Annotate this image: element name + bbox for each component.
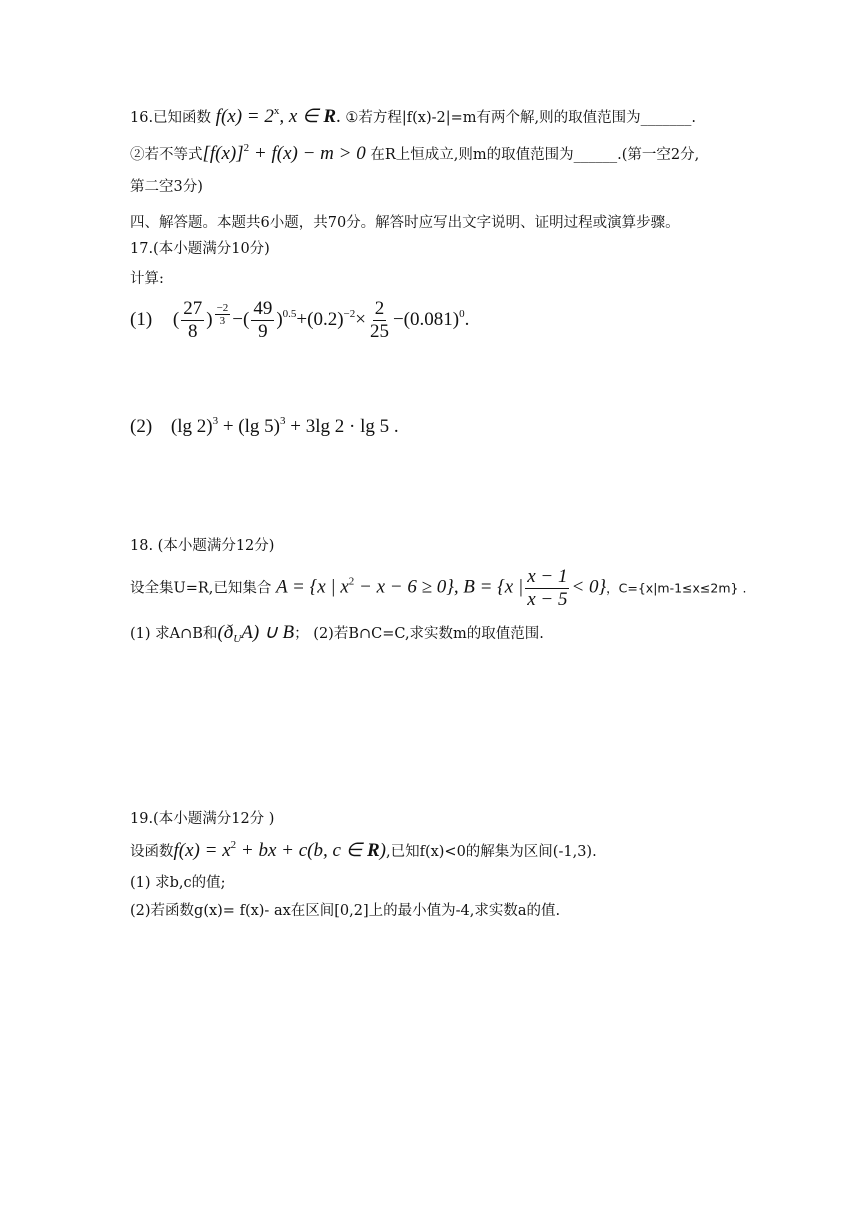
q18-setB-tail: < 0}	[571, 576, 607, 598]
q16-ineq-exp: 2	[243, 142, 250, 154]
q19-line3: (2)若函数g(x)= f(x)- ax在区间[0,2]上的最小值为-4,求实数a的值.	[130, 903, 561, 919]
q18-line2-a: (1) 求A∩B和	[130, 626, 218, 642]
q16-line3: 第二空3分)	[130, 179, 203, 195]
q17-part1: (1) ( $\frac{27}{8}$ ) $\frac{-2}{3}$ −( $\frac{49}{9}$ )$^{0.5}+(0.2)^{-2}\times$ $\frac{2}{25}$ $-(0.081)^0$.	[130, 298, 470, 342]
q17-p1-exp3: −2	[343, 307, 356, 320]
q17-p1-tail: −(0.081)	[392, 308, 460, 330]
q16-func: f(x) = 2	[215, 106, 274, 127]
q18-complement: (ð	[217, 622, 234, 643]
q18-setB-head: B = {x |	[463, 576, 524, 598]
q17-p1-frac1: $\frac{27}{8}$	[183, 298, 203, 342]
q16-ineq-a: [f(x)]	[202, 143, 244, 164]
q18-setA-exp: 2	[348, 575, 355, 588]
q17-p2-c: + 3lg 2 · lg 5 .	[285, 416, 399, 437]
q19-title: 19.(本小题满分12分 )	[130, 811, 275, 827]
q17-p2-exp2: 3	[280, 415, 286, 427]
q17-title: 17.(本小题满分10分)	[130, 241, 270, 257]
q16-ineq-b: + f(x) − m > 0	[249, 143, 366, 164]
q17-p2-label: (2)	[130, 416, 153, 437]
q17-p1-end: .	[464, 308, 470, 330]
q18-line2	[130, 622, 544, 650]
q17-p2-exp1: 3	[212, 415, 219, 427]
q19-line1-prefix: 设函数	[130, 844, 174, 860]
q19-func-exp: 2	[230, 839, 237, 851]
q17-p1-plus: +(0.2)	[296, 308, 344, 330]
q18-setB-frac: $\frac{x - 1}{x - 5}$	[527, 566, 568, 610]
q17-p2-b: + (lg 5)	[218, 416, 280, 437]
q16-text1: ①若方程|f(x)-2|=m有两个解,则的取值范围为_______.	[345, 110, 697, 126]
q17-p2-a: (lg 2)	[170, 416, 213, 437]
q19-line2: (1) 求b,c的值;	[130, 875, 226, 891]
q19-func-b: + bx + c(b, c ∈	[236, 840, 367, 861]
q17-p1-exp4: 0	[459, 307, 465, 320]
q18-setA-tail: − x − 6 ≥ 0},	[354, 576, 459, 598]
q16-text2: 在R上恒成立,则m的取值范围为______.(第一空2分,	[370, 147, 700, 163]
q18-line1	[130, 566, 746, 611]
q16-line2-prefix: ②若不等式	[130, 147, 203, 163]
q18-complement-tail: A) ∪ B	[241, 622, 295, 643]
q16-dot: .	[336, 106, 341, 127]
q17-p1-exp2: 0.5	[282, 307, 297, 320]
q16-line1	[130, 106, 696, 129]
q16-R: R	[323, 106, 337, 127]
q18-line2-b: ； (2)若B∩C=C,求实数m的取值范围.	[294, 626, 544, 642]
q17-part2	[130, 416, 399, 438]
q18-setA: A = {x | x	[276, 576, 349, 598]
q17-p1-frac2: $\frac{49}{9}$	[253, 298, 273, 342]
q16-func-exp: x	[273, 105, 280, 117]
q19-line1-text: ,已知f(x)<0的解集为区间(-1,3).	[385, 844, 597, 860]
q18-setC: ，C={x|m-1≤x≤2m} .	[606, 580, 747, 596]
q18-title: 18. (本小题满分12分)	[130, 538, 275, 554]
q17-p1-times: ×	[355, 308, 366, 330]
q16-label: 16.已知函数	[130, 110, 212, 126]
q16-domain: , x ∈	[279, 106, 324, 127]
q16-line2	[130, 143, 699, 166]
q18-complement-sub: U	[233, 632, 242, 645]
q17-intro: 计算:	[130, 271, 164, 287]
section-heading: 四、解答题。本题共6小题，共70分。解答时应写出文字说明、证明过程或演算步骤。	[130, 215, 680, 231]
q19-func-c: )	[379, 840, 386, 861]
q17-p1-exp1: $\frac{-2}{3}$	[216, 301, 229, 327]
q17-p1-label: (1)	[130, 308, 153, 330]
q17-p1-frac3: $\frac{2}{25}$	[369, 298, 389, 342]
q18-line1-prefix: 设全集U=R,已知集合	[130, 580, 272, 597]
q19-line1	[130, 840, 597, 863]
q19-func-a: f(x) = x	[173, 840, 231, 861]
q17-p1-minus: −(	[232, 308, 250, 330]
q19-func-R: R	[366, 840, 380, 861]
